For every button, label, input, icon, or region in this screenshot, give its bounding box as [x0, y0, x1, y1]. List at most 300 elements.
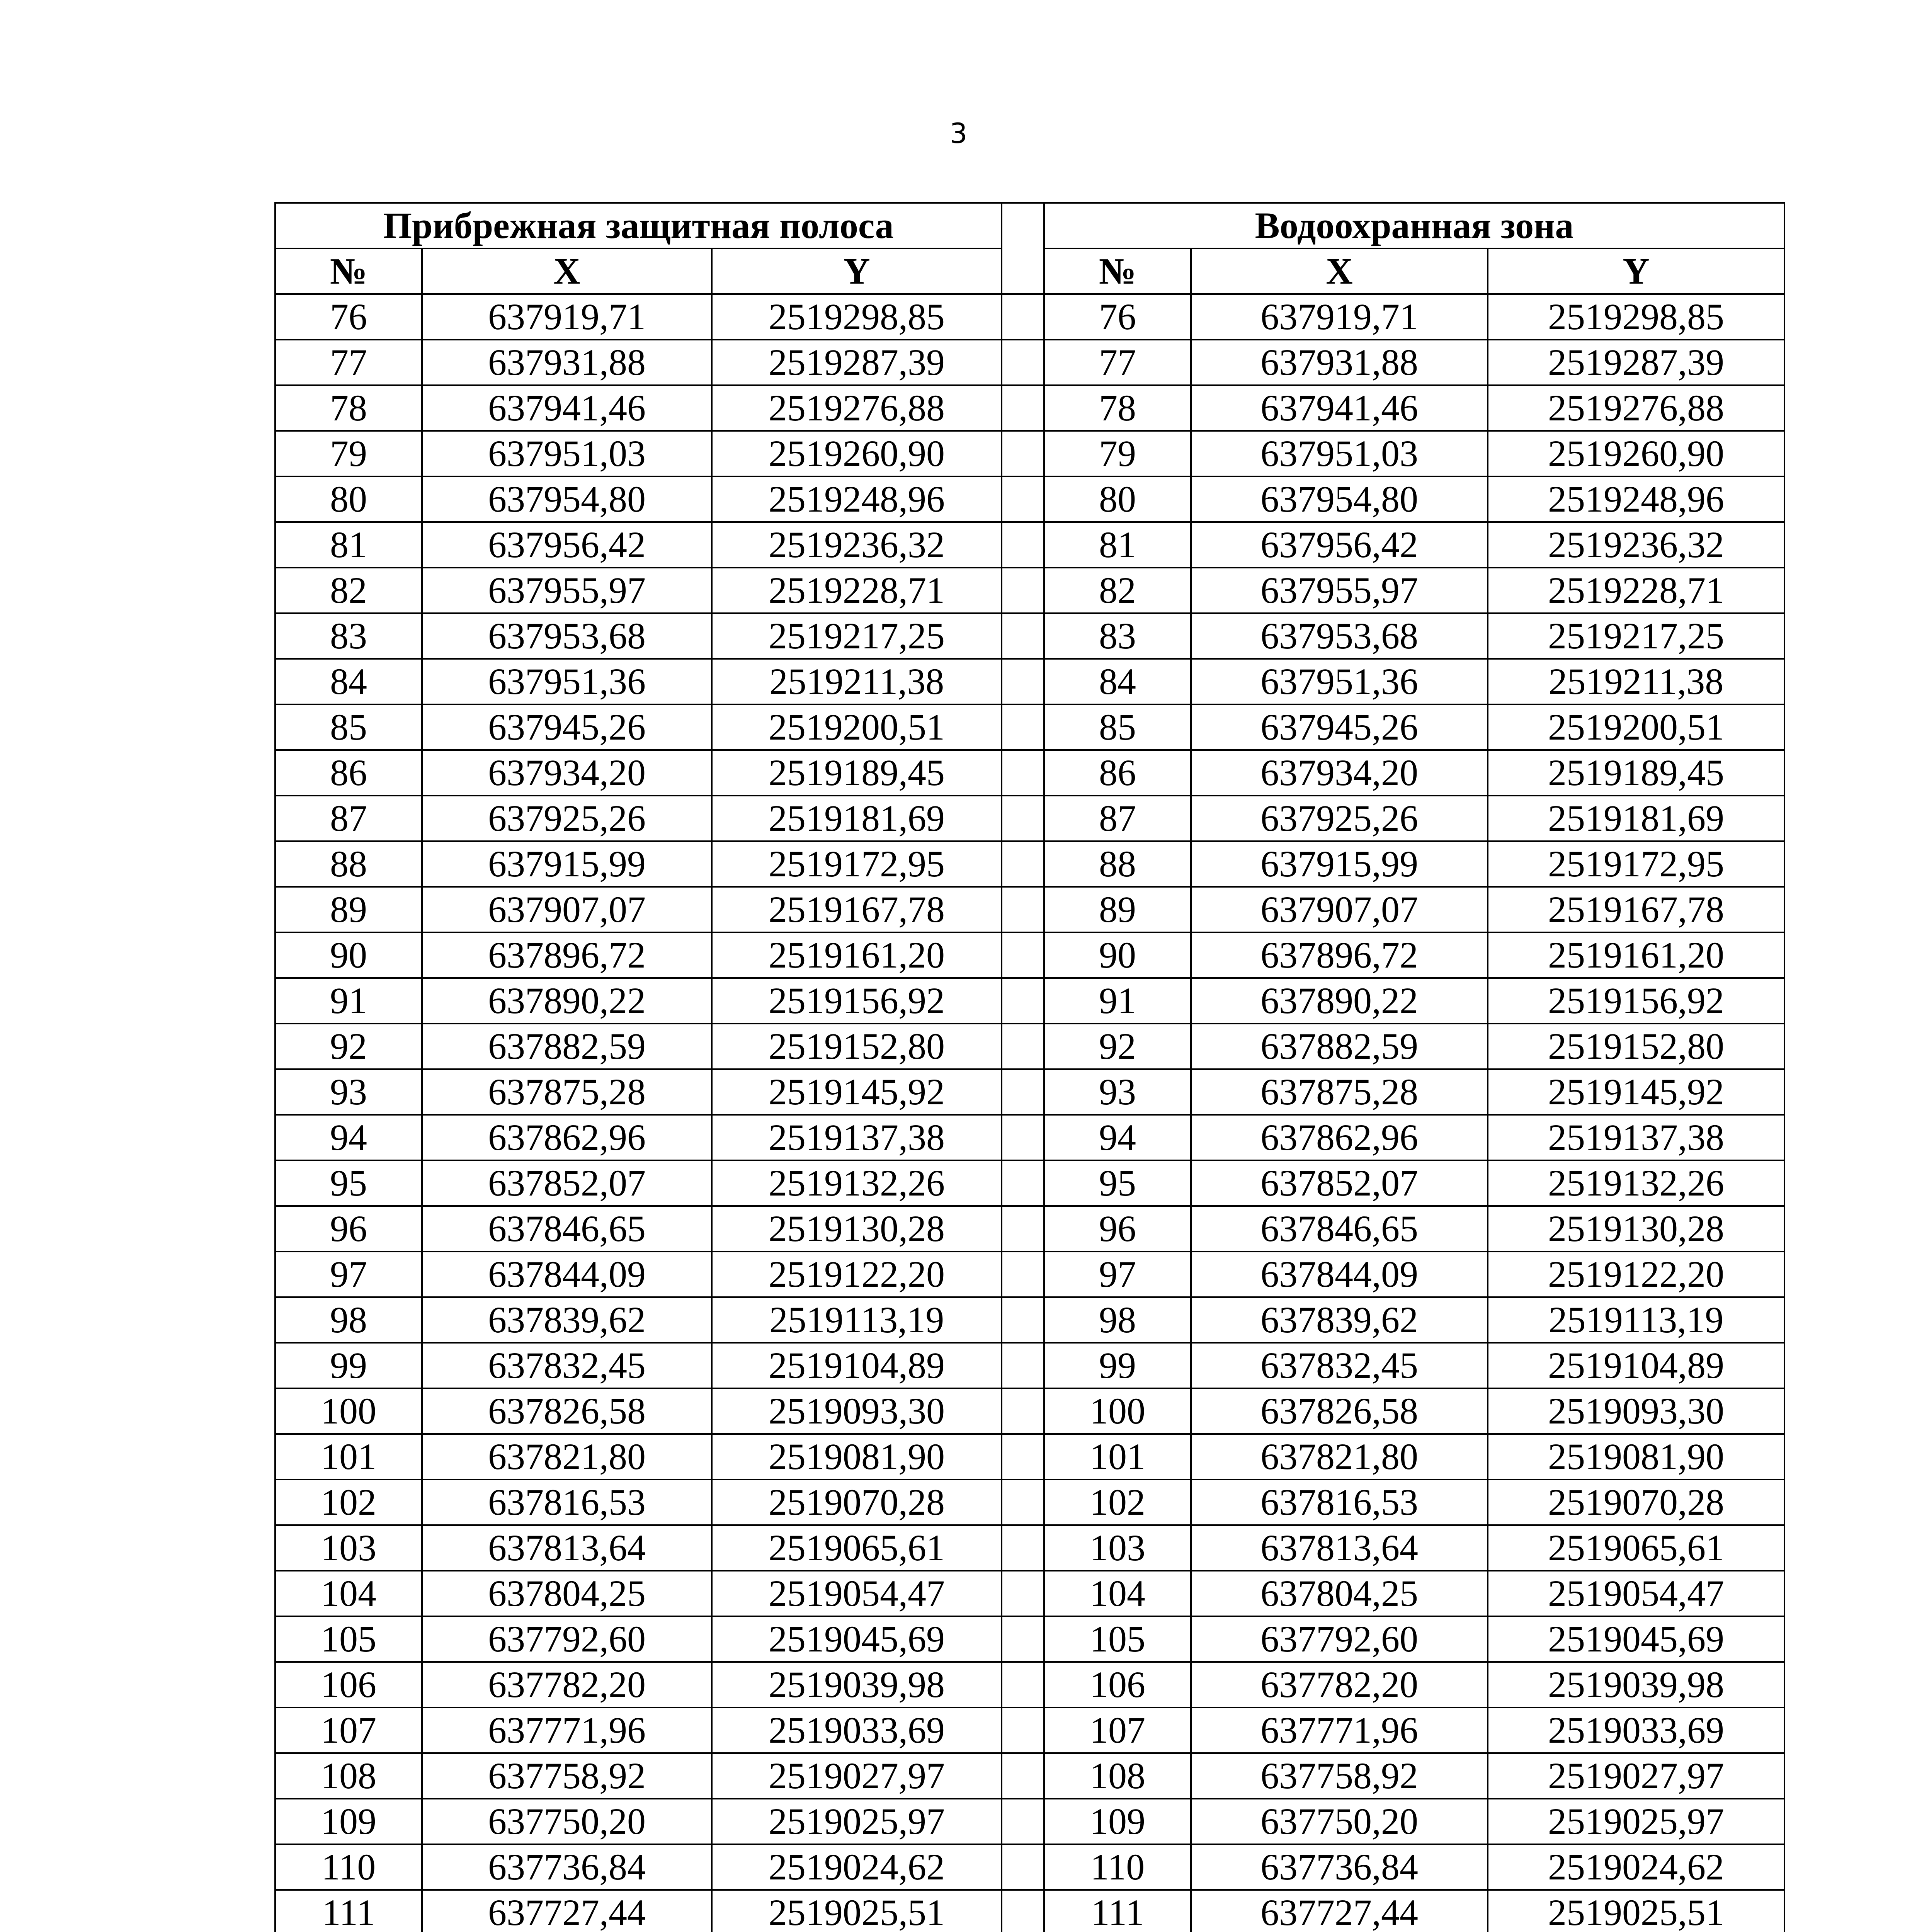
table-row: [275, 1708, 1784, 1753]
left-x-cell: 637804,25: [422, 1571, 712, 1616]
spacer-cell: [1002, 1616, 1044, 1662]
left-y-cell: 2519039,98: [712, 1662, 1002, 1708]
right-num-cell: 111: [1044, 1890, 1191, 1932]
table-row: [275, 1844, 1784, 1890]
spacer-cell: [1002, 704, 1044, 750]
left-num-cell: 99: [275, 1343, 422, 1388]
right-num-cell: 82: [1044, 568, 1191, 613]
left-x-cell: 637945,26: [422, 704, 712, 750]
left-y-cell: 2519130,28: [712, 1206, 1002, 1252]
left-num-cell: 101: [275, 1434, 422, 1480]
right-num-cell: 81: [1044, 522, 1191, 568]
left-num-cell: 81: [275, 522, 422, 568]
left-y-cell: 2519217,25: [712, 613, 1002, 659]
right-x-cell: 637816,53: [1191, 1480, 1488, 1525]
table-row: [275, 1890, 1784, 1932]
right-y-cell: 2519156,92: [1488, 978, 1784, 1024]
left-y-cell: 2519065,61: [712, 1525, 1002, 1571]
table-row: [275, 932, 1784, 978]
right-x-header: X: [1191, 248, 1488, 294]
table-row: [275, 1571, 1784, 1616]
right-x-cell: 637954,80: [1191, 476, 1488, 522]
spacer-cell: [1002, 1708, 1044, 1753]
right-y-cell: 2519248,96: [1488, 476, 1784, 522]
left-num-cell: 111: [275, 1890, 422, 1932]
right-y-header: Y: [1488, 248, 1784, 294]
right-x-cell: 637750,20: [1191, 1799, 1488, 1844]
left-num-cell: 88: [275, 841, 422, 887]
spacer-cell: [1002, 1343, 1044, 1388]
left-section-title: Прибрежная защитная полоса: [275, 203, 1002, 248]
left-x-cell: 637839,62: [422, 1297, 712, 1343]
table-body: [275, 294, 1784, 1932]
section-header-row: [275, 203, 1784, 248]
right-num-cell: 108: [1044, 1753, 1191, 1799]
right-num-cell: 83: [1044, 613, 1191, 659]
right-x-cell: 637782,20: [1191, 1662, 1488, 1708]
left-num-cell: 83: [275, 613, 422, 659]
right-y-cell: 2519122,20: [1488, 1252, 1784, 1297]
right-y-cell: 2519137,38: [1488, 1115, 1784, 1160]
column-spacer: [1002, 203, 1044, 294]
right-x-cell: 637956,42: [1191, 522, 1488, 568]
spacer-cell: [1002, 932, 1044, 978]
right-x-cell: 637925,26: [1191, 796, 1488, 841]
left-num-cell: 103: [275, 1525, 422, 1571]
left-x-cell: 637821,80: [422, 1434, 712, 1480]
left-num-cell: 94: [275, 1115, 422, 1160]
right-y-cell: 2519228,71: [1488, 568, 1784, 613]
right-y-cell: 2519024,62: [1488, 1844, 1784, 1890]
left-num-cell: 107: [275, 1708, 422, 1753]
table-row: [275, 294, 1784, 340]
right-x-cell: 637951,03: [1191, 431, 1488, 476]
right-num-cell: 76: [1044, 294, 1191, 340]
spacer-cell: [1002, 1388, 1044, 1434]
right-y-cell: 2519287,39: [1488, 340, 1784, 385]
right-num-cell: 88: [1044, 841, 1191, 887]
left-y-cell: 2519236,32: [712, 522, 1002, 568]
left-x-cell: 637792,60: [422, 1616, 712, 1662]
spacer-cell: [1002, 1206, 1044, 1252]
left-num-cell: 93: [275, 1069, 422, 1115]
right-num-cell: 109: [1044, 1799, 1191, 1844]
left-x-cell: 637890,22: [422, 978, 712, 1024]
right-y-cell: 2519025,97: [1488, 1799, 1784, 1844]
right-section-title: Водоохранная зона: [1044, 203, 1784, 248]
right-num-cell: 80: [1044, 476, 1191, 522]
table-row: [275, 1343, 1784, 1388]
right-y-cell: 2519181,69: [1488, 796, 1784, 841]
right-x-cell: 637955,97: [1191, 568, 1488, 613]
right-y-cell: 2519298,85: [1488, 294, 1784, 340]
right-y-cell: 2519189,45: [1488, 750, 1784, 796]
right-x-cell: 637919,71: [1191, 294, 1488, 340]
left-x-cell: 637782,20: [422, 1662, 712, 1708]
right-x-cell: 637945,26: [1191, 704, 1488, 750]
right-num-cell: 96: [1044, 1206, 1191, 1252]
right-x-cell: 637953,68: [1191, 613, 1488, 659]
left-y-cell: 2519189,45: [712, 750, 1002, 796]
left-num-cell: 96: [275, 1206, 422, 1252]
right-num-cell: 107: [1044, 1708, 1191, 1753]
table-row: [275, 385, 1784, 431]
right-x-cell: 637813,64: [1191, 1525, 1488, 1571]
right-y-cell: 2519025,51: [1488, 1890, 1784, 1932]
table-row: [275, 1388, 1784, 1434]
left-y-cell: 2519200,51: [712, 704, 1002, 750]
left-y-cell: 2519024,62: [712, 1844, 1002, 1890]
left-y-cell: 2519172,95: [712, 841, 1002, 887]
spacer-cell: [1002, 431, 1044, 476]
table-row: [275, 1252, 1784, 1297]
left-x-cell: 637956,42: [422, 522, 712, 568]
table-row: [275, 841, 1784, 887]
table-row: [275, 476, 1784, 522]
left-num-cell: 82: [275, 568, 422, 613]
table-row: [275, 659, 1784, 704]
left-num-cell: 109: [275, 1799, 422, 1844]
right-x-cell: 637951,36: [1191, 659, 1488, 704]
table-row: [275, 1024, 1784, 1069]
right-y-cell: 2519130,28: [1488, 1206, 1784, 1252]
left-y-cell: 2519145,92: [712, 1069, 1002, 1115]
left-x-cell: 637846,65: [422, 1206, 712, 1252]
left-num-cell: 91: [275, 978, 422, 1024]
left-x-cell: 637852,07: [422, 1160, 712, 1206]
table-row: [275, 1525, 1784, 1571]
spacer-cell: [1002, 1024, 1044, 1069]
left-y-cell: 2519025,97: [712, 1799, 1002, 1844]
left-x-cell: 637875,28: [422, 1069, 712, 1115]
right-num-cell: 102: [1044, 1480, 1191, 1525]
left-x-cell: 637826,58: [422, 1388, 712, 1434]
table-row: [275, 1480, 1784, 1525]
left-num-cell: 108: [275, 1753, 422, 1799]
left-x-cell: 637727,44: [422, 1890, 712, 1932]
left-x-cell: 637816,53: [422, 1480, 712, 1525]
left-x-cell: 637934,20: [422, 750, 712, 796]
left-num-header: №: [275, 248, 422, 294]
spacer-cell: [1002, 1480, 1044, 1525]
right-num-cell: 103: [1044, 1525, 1191, 1571]
table-row: [275, 1069, 1784, 1115]
left-y-cell: 2519132,26: [712, 1160, 1002, 1206]
left-x-cell: 637955,97: [422, 568, 712, 613]
left-y-cell: 2519248,96: [712, 476, 1002, 522]
table-row: [275, 796, 1784, 841]
left-x-cell: 637907,07: [422, 887, 712, 932]
spacer-cell: [1002, 1434, 1044, 1480]
left-num-cell: 86: [275, 750, 422, 796]
table-row: [275, 1434, 1784, 1480]
right-num-cell: 105: [1044, 1616, 1191, 1662]
left-num-cell: 89: [275, 887, 422, 932]
spacer-cell: [1002, 1890, 1044, 1932]
right-y-cell: 2519145,92: [1488, 1069, 1784, 1115]
left-x-cell: 637832,45: [422, 1343, 712, 1388]
left-x-cell: 637953,68: [422, 613, 712, 659]
left-y-cell: 2519276,88: [712, 385, 1002, 431]
left-x-cell: 637915,99: [422, 841, 712, 887]
table-row: [275, 978, 1784, 1024]
right-x-cell: 637915,99: [1191, 841, 1488, 887]
right-x-cell: 637862,96: [1191, 1115, 1488, 1160]
left-num-cell: 97: [275, 1252, 422, 1297]
right-num-cell: 94: [1044, 1115, 1191, 1160]
spacer-cell: [1002, 750, 1044, 796]
right-num-cell: 110: [1044, 1844, 1191, 1890]
left-x-cell: 637750,20: [422, 1799, 712, 1844]
right-y-cell: 2519260,90: [1488, 431, 1784, 476]
left-y-cell: 2519054,47: [712, 1571, 1002, 1616]
right-num-cell: 90: [1044, 932, 1191, 978]
right-x-cell: 637839,62: [1191, 1297, 1488, 1343]
right-y-cell: 2519093,30: [1488, 1388, 1784, 1434]
left-y-cell: 2519137,38: [712, 1115, 1002, 1160]
right-num-cell: 97: [1044, 1252, 1191, 1297]
spacer-cell: [1002, 1252, 1044, 1297]
left-num-cell: 77: [275, 340, 422, 385]
right-x-cell: 637852,07: [1191, 1160, 1488, 1206]
spacer-cell: [1002, 1753, 1044, 1799]
right-y-cell: 2519027,97: [1488, 1753, 1784, 1799]
right-num-cell: 77: [1044, 340, 1191, 385]
left-y-cell: 2519228,71: [712, 568, 1002, 613]
right-x-cell: 637832,45: [1191, 1343, 1488, 1388]
table-row: [275, 613, 1784, 659]
right-num-cell: 100: [1044, 1388, 1191, 1434]
left-x-cell: 637896,72: [422, 932, 712, 978]
table-row: [275, 568, 1784, 613]
table-row: [275, 1753, 1784, 1799]
right-num-cell: 79: [1044, 431, 1191, 476]
left-y-cell: 2519122,20: [712, 1252, 1002, 1297]
right-x-cell: 637758,92: [1191, 1753, 1488, 1799]
right-x-cell: 637826,58: [1191, 1388, 1488, 1434]
left-num-cell: 100: [275, 1388, 422, 1434]
right-num-cell: 91: [1044, 978, 1191, 1024]
right-num-cell: 93: [1044, 1069, 1191, 1115]
spacer-cell: [1002, 1844, 1044, 1890]
spacer-cell: [1002, 1115, 1044, 1160]
left-y-cell: 2519161,20: [712, 932, 1002, 978]
right-num-cell: 92: [1044, 1024, 1191, 1069]
left-y-cell: 2519287,39: [712, 340, 1002, 385]
left-x-cell: 637862,96: [422, 1115, 712, 1160]
right-x-cell: 637896,72: [1191, 932, 1488, 978]
table-row: [275, 340, 1784, 385]
spacer-cell: [1002, 522, 1044, 568]
spacer-cell: [1002, 1297, 1044, 1343]
right-x-cell: 637907,07: [1191, 887, 1488, 932]
table-row: [275, 522, 1784, 568]
left-y-cell: 2519025,51: [712, 1890, 1002, 1932]
right-y-cell: 2519152,80: [1488, 1024, 1784, 1069]
left-x-cell: 637736,84: [422, 1844, 712, 1890]
right-num-cell: 86: [1044, 750, 1191, 796]
left-y-cell: 2519027,97: [712, 1753, 1002, 1799]
left-num-cell: 76: [275, 294, 422, 340]
left-y-cell: 2519081,90: [712, 1434, 1002, 1480]
left-x-cell: 637771,96: [422, 1708, 712, 1753]
right-y-cell: 2519161,20: [1488, 932, 1784, 978]
right-x-cell: 637934,20: [1191, 750, 1488, 796]
right-y-cell: 2519104,89: [1488, 1343, 1784, 1388]
left-x-cell: 637844,09: [422, 1252, 712, 1297]
left-y-cell: 2519045,69: [712, 1616, 1002, 1662]
left-num-cell: 98: [275, 1297, 422, 1343]
left-x-cell: 637882,59: [422, 1024, 712, 1069]
right-x-cell: 637727,44: [1191, 1890, 1488, 1932]
right-y-cell: 2519236,32: [1488, 522, 1784, 568]
spacer-cell: [1002, 1069, 1044, 1115]
table-row: [275, 887, 1784, 932]
left-num-cell: 105: [275, 1616, 422, 1662]
table-row: [275, 704, 1784, 750]
spacer-cell: [1002, 568, 1044, 613]
right-num-cell: 101: [1044, 1434, 1191, 1480]
spacer-cell: [1002, 1662, 1044, 1708]
table-row: [275, 1206, 1784, 1252]
left-num-cell: 95: [275, 1160, 422, 1206]
right-x-cell: 637941,46: [1191, 385, 1488, 431]
table-row: [275, 1297, 1784, 1343]
coordinates-table: [274, 202, 1785, 1932]
right-x-cell: 637771,96: [1191, 1708, 1488, 1753]
right-x-cell: 637804,25: [1191, 1571, 1488, 1616]
right-y-cell: 2519054,47: [1488, 1571, 1784, 1616]
right-y-cell: 2519033,69: [1488, 1708, 1784, 1753]
left-y-cell: 2519211,38: [712, 659, 1002, 704]
right-y-cell: 2519211,38: [1488, 659, 1784, 704]
spacer-cell: [1002, 294, 1044, 340]
right-y-cell: 2519113,19: [1488, 1297, 1784, 1343]
left-x-cell: 637951,36: [422, 659, 712, 704]
left-y-cell: 2519113,19: [712, 1297, 1002, 1343]
right-num-cell: 98: [1044, 1297, 1191, 1343]
left-x-header: X: [422, 248, 712, 294]
right-x-cell: 637844,09: [1191, 1252, 1488, 1297]
left-y-cell: 2519298,85: [712, 294, 1002, 340]
spacer-cell: [1002, 978, 1044, 1024]
right-y-cell: 2519167,78: [1488, 887, 1784, 932]
right-x-cell: 637890,22: [1191, 978, 1488, 1024]
left-num-cell: 84: [275, 659, 422, 704]
table-row: [275, 1662, 1784, 1708]
spacer-cell: [1002, 887, 1044, 932]
left-num-cell: 85: [275, 704, 422, 750]
right-x-cell: 637792,60: [1191, 1616, 1488, 1662]
left-y-cell: 2519181,69: [712, 796, 1002, 841]
right-y-cell: 2519132,26: [1488, 1160, 1784, 1206]
spacer-cell: [1002, 340, 1044, 385]
spacer-cell: [1002, 476, 1044, 522]
left-y-cell: 2519104,89: [712, 1343, 1002, 1388]
right-num-cell: 87: [1044, 796, 1191, 841]
spacer-cell: [1002, 1525, 1044, 1571]
spacer-cell: [1002, 841, 1044, 887]
right-num-cell: 78: [1044, 385, 1191, 431]
left-num-cell: 102: [275, 1480, 422, 1525]
right-num-cell: 106: [1044, 1662, 1191, 1708]
right-y-cell: 2519172,95: [1488, 841, 1784, 887]
left-num-cell: 87: [275, 796, 422, 841]
table-row: [275, 1115, 1784, 1160]
left-y-cell: 2519260,90: [712, 431, 1002, 476]
left-x-cell: 637954,80: [422, 476, 712, 522]
spacer-cell: [1002, 1160, 1044, 1206]
left-x-cell: 637941,46: [422, 385, 712, 431]
left-y-cell: 2519070,28: [712, 1480, 1002, 1525]
right-num-header: №: [1044, 248, 1191, 294]
spacer-cell: [1002, 1799, 1044, 1844]
right-y-cell: 2519200,51: [1488, 704, 1784, 750]
right-y-cell: 2519276,88: [1488, 385, 1784, 431]
right-num-cell: 85: [1044, 704, 1191, 750]
right-x-cell: 637736,84: [1191, 1844, 1488, 1890]
right-x-cell: 637821,80: [1191, 1434, 1488, 1480]
left-num-cell: 79: [275, 431, 422, 476]
left-num-cell: 110: [275, 1844, 422, 1890]
left-y-cell: 2519093,30: [712, 1388, 1002, 1434]
table-row: [275, 1799, 1784, 1844]
left-x-cell: 637813,64: [422, 1525, 712, 1571]
right-num-cell: 89: [1044, 887, 1191, 932]
spacer-cell: [1002, 659, 1044, 704]
table-row: [275, 1616, 1784, 1662]
left-num-cell: 80: [275, 476, 422, 522]
right-num-cell: 95: [1044, 1160, 1191, 1206]
left-num-cell: 104: [275, 1571, 422, 1616]
left-y-cell: 2519152,80: [712, 1024, 1002, 1069]
left-num-cell: 106: [275, 1662, 422, 1708]
right-y-cell: 2519065,61: [1488, 1525, 1784, 1571]
left-x-cell: 637758,92: [422, 1753, 712, 1799]
left-x-cell: 637931,88: [422, 340, 712, 385]
right-y-cell: 2519070,28: [1488, 1480, 1784, 1525]
spacer-cell: [1002, 1571, 1044, 1616]
right-x-cell: 637931,88: [1191, 340, 1488, 385]
right-num-cell: 99: [1044, 1343, 1191, 1388]
left-num-cell: 92: [275, 1024, 422, 1069]
table-row: [275, 1160, 1784, 1206]
right-y-cell: 2519045,69: [1488, 1616, 1784, 1662]
spacer-cell: [1002, 796, 1044, 841]
left-x-cell: 637951,03: [422, 431, 712, 476]
left-x-cell: 637925,26: [422, 796, 712, 841]
right-x-cell: 637875,28: [1191, 1069, 1488, 1115]
right-num-cell: 84: [1044, 659, 1191, 704]
right-y-cell: 2519081,90: [1488, 1434, 1784, 1480]
left-num-cell: 90: [275, 932, 422, 978]
left-y-cell: 2519167,78: [712, 887, 1002, 932]
table-row: [275, 431, 1784, 476]
spacer-cell: [1002, 385, 1044, 431]
right-num-cell: 104: [1044, 1571, 1191, 1616]
left-y-cell: 2519033,69: [712, 1708, 1002, 1753]
left-y-cell: 2519156,92: [712, 978, 1002, 1024]
right-x-cell: 637846,65: [1191, 1206, 1488, 1252]
left-num-cell: 78: [275, 385, 422, 431]
page-number: 3: [949, 117, 968, 150]
right-y-cell: 2519217,25: [1488, 613, 1784, 659]
right-x-cell: 637882,59: [1191, 1024, 1488, 1069]
table-row: [275, 750, 1784, 796]
right-y-cell: 2519039,98: [1488, 1662, 1784, 1708]
left-x-cell: 637919,71: [422, 294, 712, 340]
spacer-cell: [1002, 613, 1044, 659]
